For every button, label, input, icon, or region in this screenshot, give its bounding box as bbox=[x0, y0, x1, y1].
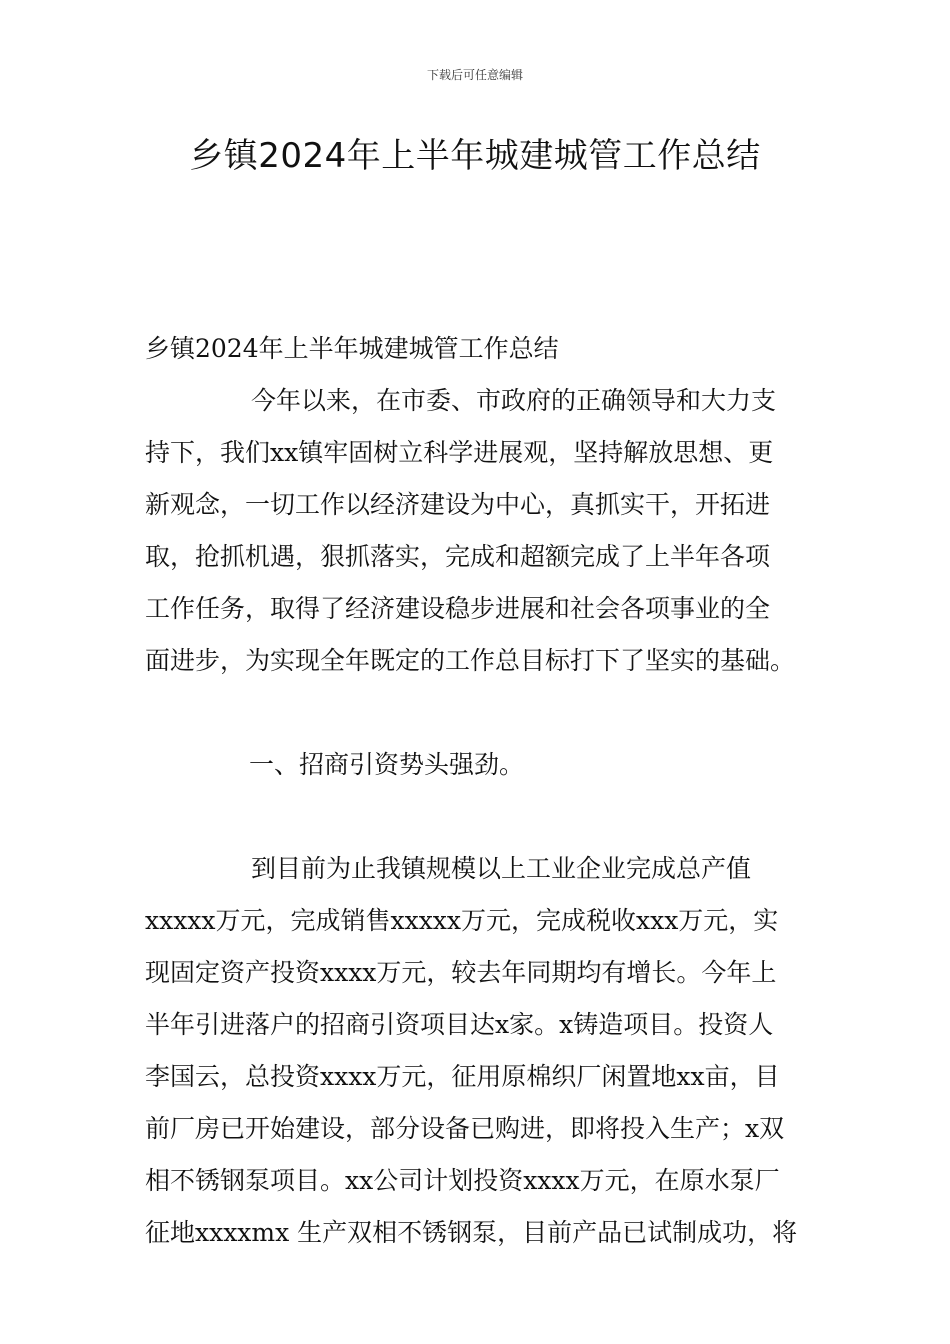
paragraph-line: 前厂房已开始建设，部分设备已购进，即将投入生产；x双 bbox=[145, 1114, 785, 1143]
document-title: 乡镇2024年上半年城建城管工作总结 bbox=[189, 136, 761, 176]
paragraph-line: 持下，我们xx镇牢固树立科学进展观，坚持解放思想、更 bbox=[145, 438, 774, 467]
paragraph-line: 现固定资产投资xxxx万元，较去年同期均有增长。今年上 bbox=[145, 958, 777, 987]
body-subtitle: 乡镇2024年上半年城建城管工作总结 bbox=[145, 334, 559, 363]
section-heading: 一、招商引资势头强劲。 bbox=[249, 750, 525, 779]
paragraph-line: 工作任务，取得了经济建设稳步进展和社会各项事业的全 bbox=[145, 594, 771, 623]
paragraph-line: 李国云，总投资xxxx万元，征用原棉织厂闲置地xx亩，目 bbox=[145, 1062, 780, 1091]
paragraph-line: 面进步，为实现全年既定的工作总目标打下了坚实的基础。 bbox=[145, 646, 796, 675]
paragraph-line: 半年引进落户的招商引资项目达x家。x铸造项目。投资人 bbox=[145, 1010, 774, 1039]
paragraph-line: xxxxx万元，完成销售xxxxx万元，完成税收xxx万元，实 bbox=[145, 906, 779, 935]
paragraph-line: 新观念，一切工作以经济建设为中心，真抓实干，开拓进 bbox=[145, 490, 771, 519]
paragraph-line: 取，抢抓机遇，狠抓落实，完成和超额完成了上半年各项 bbox=[145, 542, 771, 571]
paragraph-line: 到目前为止我镇规模以上工业企业完成总产值 bbox=[251, 854, 752, 883]
document-body bbox=[145, 330, 807, 1266]
paragraph-line: 今年以来，在市委、市政府的正确领导和大力支 bbox=[251, 386, 777, 415]
header-note: 下载后可任意编辑 bbox=[426, 68, 523, 82]
paragraph-line: 相不锈钢泵项目。xx公司计划投资xxxx万元，在原水泵厂 bbox=[145, 1166, 780, 1195]
paragraph-line: 征地xxxxmx 生产双相不锈钢泵，目前产品已试制成功，将 bbox=[145, 1218, 798, 1247]
